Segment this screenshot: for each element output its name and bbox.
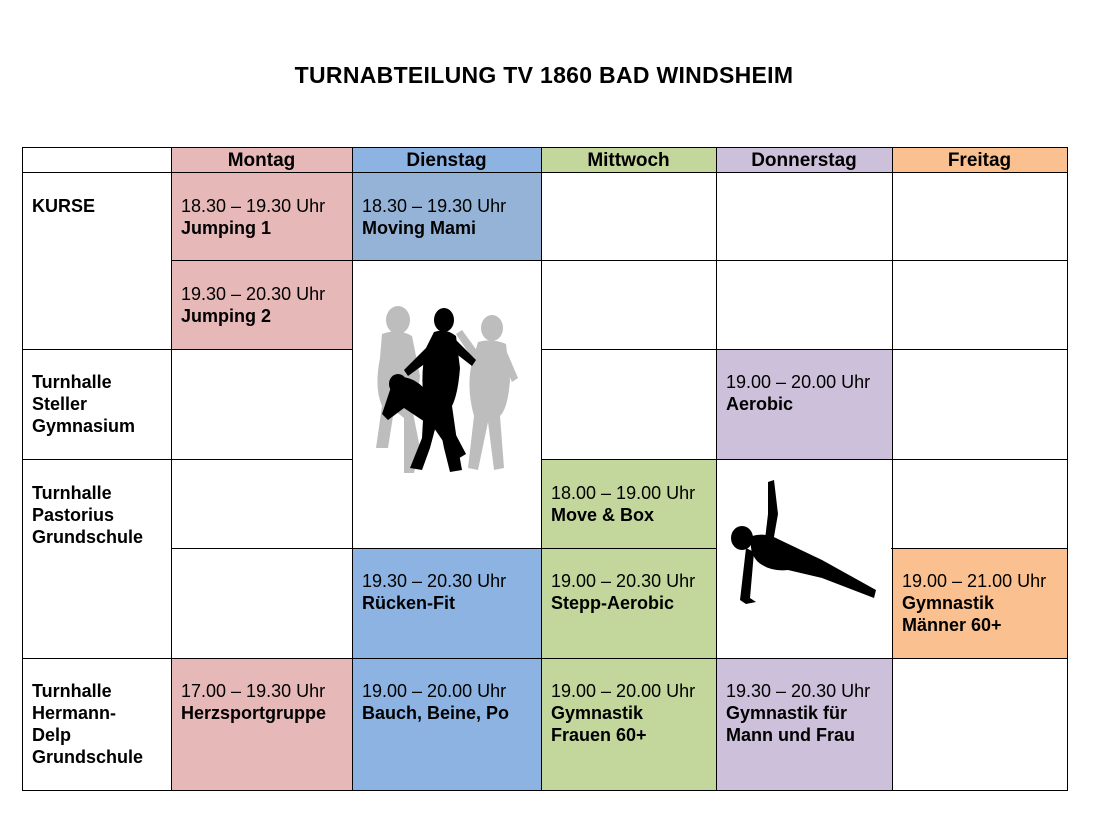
course-time: 19.00 – 20.30 Uhr: [551, 571, 696, 591]
course-time: 17.00 – 19.30 Uhr: [181, 681, 326, 701]
course-name: Move & Box: [551, 505, 655, 525]
grid-line: [22, 459, 352, 460]
grid-line: [892, 147, 893, 791]
course-aerobic: [716, 349, 892, 459]
course-name: Herzsportgruppe: [181, 703, 327, 723]
grid-line: [22, 172, 1068, 173]
header-montag: Montag: [171, 148, 352, 172]
course-time: 19.30 – 20.30 Uhr: [181, 284, 326, 304]
row-label-pastorius: Turnhalle Pastorius Grundschule: [32, 483, 144, 547]
course-name: Gymnastik Männer 60+: [902, 593, 1002, 635]
course-time: 19.30 – 20.30 Uhr: [362, 571, 507, 591]
course-gymnastik-mann-frau: [716, 658, 892, 791]
header-mittwoch: Mittwoch: [541, 148, 716, 172]
course-name: Jumping 1: [181, 218, 272, 238]
grid-line: [532, 349, 1068, 350]
course-gymnastik-frauen: [541, 658, 716, 791]
grid-line: [22, 349, 352, 350]
course-name: Moving Mami: [362, 218, 477, 238]
fitness-group-illustration: [360, 298, 530, 478]
course-name: Gymnastik Frauen 60+: [551, 703, 647, 745]
course-time: 18.30 – 19.30 Uhr: [181, 196, 326, 216]
course-name: Rücken-Fit: [362, 593, 456, 613]
grid-line: [22, 658, 1068, 659]
grid-line: [880, 548, 1068, 549]
course-name: Gymnastik für Mann und Frau: [726, 703, 855, 745]
grid-line: [22, 147, 1068, 148]
course-name: Stepp-Aerobic: [551, 593, 675, 613]
course-name: Jumping 2: [181, 306, 272, 326]
row-label-kurse: KURSE: [32, 196, 96, 216]
grid-line: [171, 548, 716, 549]
course-time: 19.00 – 20.00 Uhr: [362, 681, 507, 701]
course-ruecken-fit: [352, 548, 541, 658]
side-plank-illustration: [726, 474, 886, 614]
grid-line: [1067, 147, 1068, 791]
grid-line: [532, 459, 1068, 460]
grid-line: [171, 260, 1068, 261]
course-time: 19.30 – 20.30 Uhr: [726, 681, 871, 701]
header-donnerstag: Donnerstag: [716, 148, 892, 172]
row-label-steller: Turnhalle Steller Gymnasium: [32, 372, 136, 436]
header-dienstag: Dienstag: [352, 148, 541, 172]
course-moving-mami: [352, 172, 541, 260]
course-time: 18.30 – 19.30 Uhr: [362, 196, 507, 216]
grid-line: [22, 147, 23, 791]
page-title: TURNABTEILUNG TV 1860 BAD WINDSHEIM: [294, 62, 794, 88]
grid-line: [22, 790, 1068, 791]
row-label-hermann: Turnhalle Hermann- Delp Grundschule: [32, 681, 144, 767]
course-herzsport: [171, 658, 352, 791]
course-move-box: [541, 459, 716, 548]
course-time: 19.00 – 20.00 Uhr: [551, 681, 696, 701]
grid-line: [171, 147, 172, 791]
course-stepp-aerobic: [541, 548, 716, 658]
course-jumping-1: [171, 172, 352, 260]
course-time: 19.00 – 21.00 Uhr: [902, 571, 1047, 591]
course-time: 18.00 – 19.00 Uhr: [551, 483, 696, 503]
course-jumping-2: [171, 260, 352, 349]
course-bauch-beine-po: [352, 658, 541, 791]
course-name: Bauch, Beine, Po: [362, 703, 510, 723]
header-freitag: Freitag: [892, 148, 1067, 172]
grid-line: [541, 147, 542, 791]
course-name: Aerobic: [726, 394, 794, 414]
course-time: 19.00 – 20.00 Uhr: [726, 372, 871, 392]
course-gymnastik-maenner: [892, 548, 1067, 658]
